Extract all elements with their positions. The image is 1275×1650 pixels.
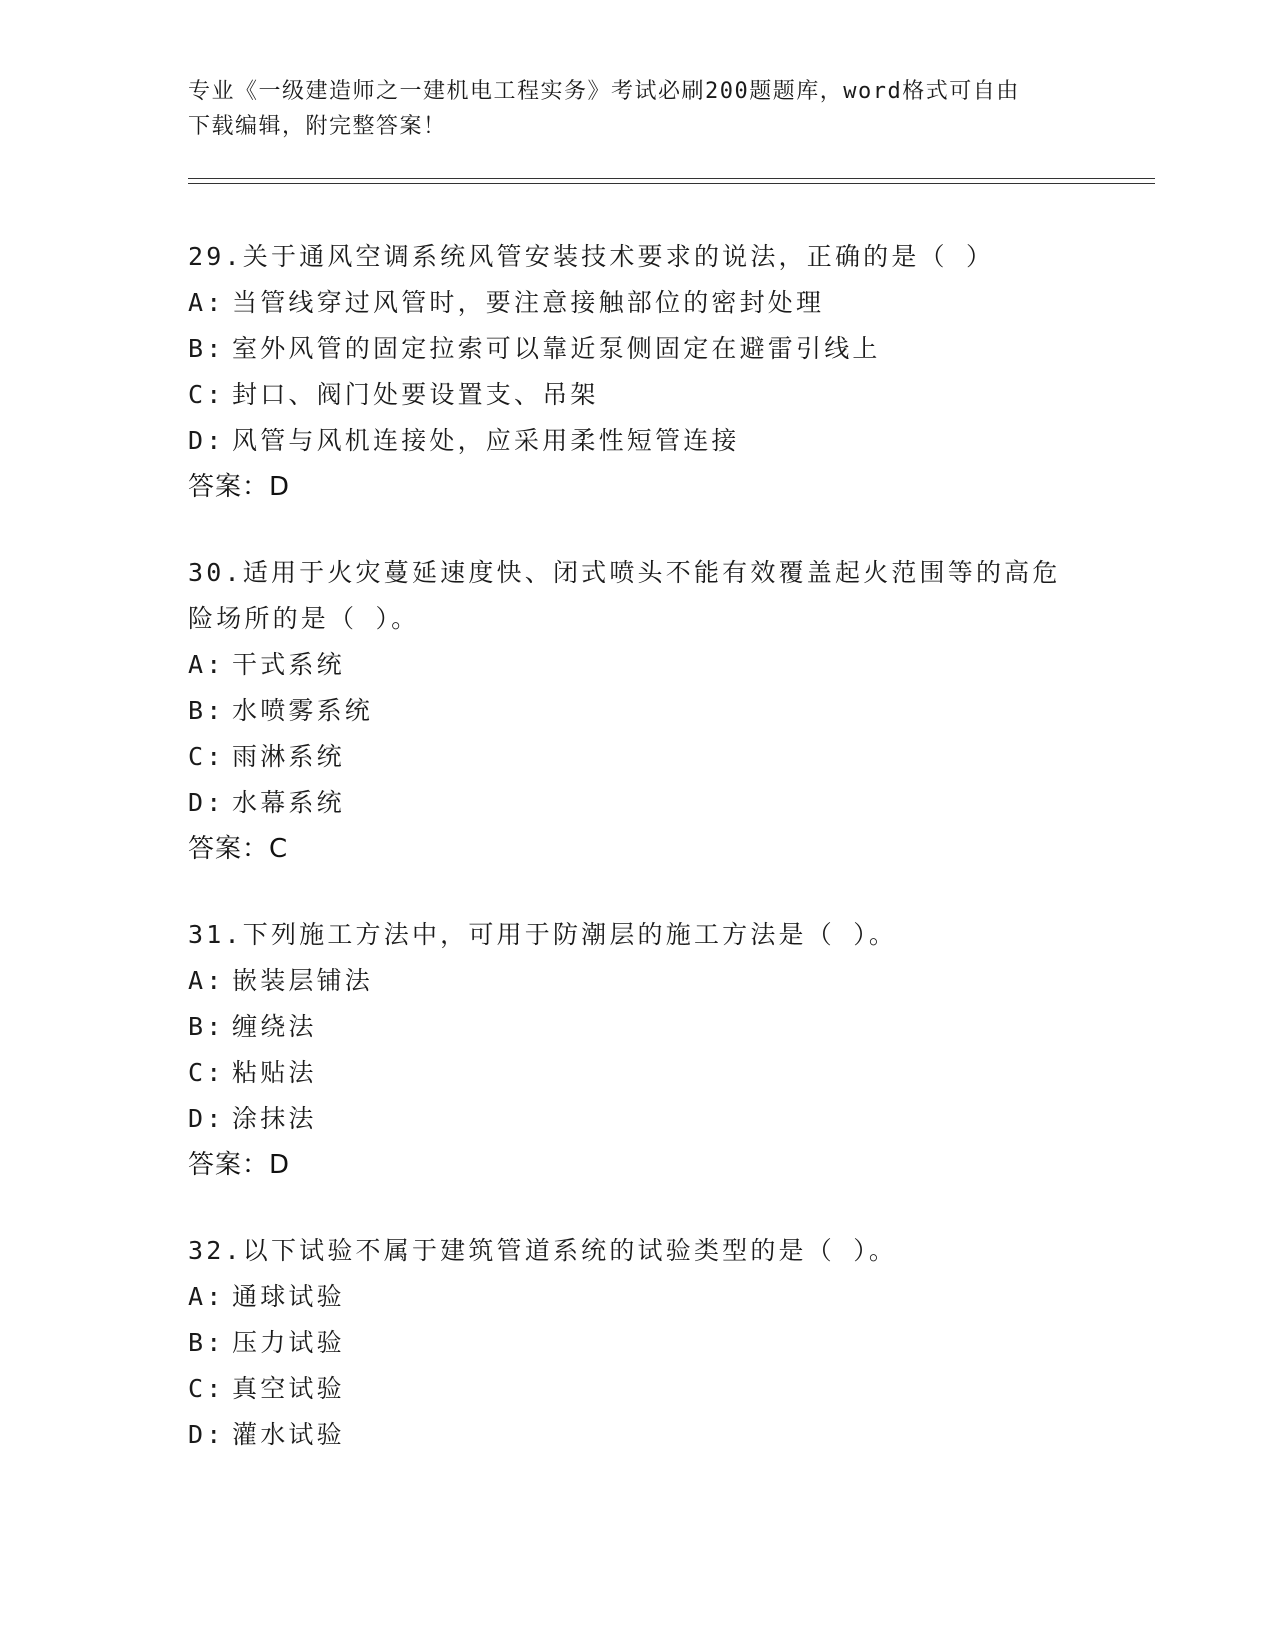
option-text: 封口、阀门处要设置支、吊架 xyxy=(232,380,599,409)
option-c xyxy=(188,372,1088,418)
option-key: A: xyxy=(188,966,225,995)
option-a xyxy=(188,642,1088,688)
option-text: 水喷雾系统 xyxy=(232,696,374,725)
option-text: 风管与风机连接处，应采用柔性短管连接 xyxy=(232,426,740,455)
option-text: 粘贴法 xyxy=(232,1058,317,1087)
option-b xyxy=(188,688,1088,734)
option-text: 压力试验 xyxy=(232,1328,345,1357)
option-key: C: xyxy=(188,380,225,409)
option-text: 雨淋系统 xyxy=(232,742,345,771)
header-line-1: 专业《一级建造师之一建机电工程实务》考试必刷200题题库，word格式可自由 xyxy=(188,79,1020,104)
option-d xyxy=(188,780,1088,826)
option-key: D: xyxy=(188,788,225,817)
option-key: C: xyxy=(188,742,225,771)
option-c xyxy=(188,1366,1088,1412)
question-29 xyxy=(188,234,1088,510)
option-text: 水幕系统 xyxy=(232,788,345,817)
option-b xyxy=(188,1004,1088,1050)
option-b xyxy=(188,326,1088,372)
option-a xyxy=(188,1274,1088,1320)
document-header xyxy=(188,74,1088,144)
header-line-2: 下载编辑，附完整答案！ xyxy=(188,114,447,139)
option-key: D: xyxy=(188,1420,225,1449)
option-text: 涂抹法 xyxy=(232,1104,317,1133)
question-31 xyxy=(188,912,1088,1188)
header-divider-top xyxy=(188,178,1155,179)
answer-line: 答案：C xyxy=(188,834,289,864)
option-key: C: xyxy=(188,1058,225,1087)
option-c xyxy=(188,734,1088,780)
answer-line: 答案：D xyxy=(188,472,291,502)
option-b xyxy=(188,1320,1088,1366)
question-stem: 32.以下试验不属于建筑管道系统的试验类型的是（ ）。 xyxy=(188,1236,898,1265)
option-key: D: xyxy=(188,426,225,455)
option-key: A: xyxy=(188,288,225,317)
question-32 xyxy=(188,1228,1088,1458)
option-key: B: xyxy=(188,696,225,725)
option-c xyxy=(188,1050,1088,1096)
option-d xyxy=(188,1096,1088,1142)
option-text: 通球试验 xyxy=(232,1282,345,1311)
question-list xyxy=(188,234,1088,1498)
option-text: 缠绕法 xyxy=(232,1012,317,1041)
option-d xyxy=(188,1412,1088,1458)
option-key: C: xyxy=(188,1374,225,1403)
answer-line: 答案：D xyxy=(188,1150,291,1180)
option-key: B: xyxy=(188,334,225,363)
option-a xyxy=(188,958,1088,1004)
option-d xyxy=(188,418,1088,464)
question-stem: 31.下列施工方法中，可用于防潮层的施工方法是（ ）。 xyxy=(188,920,898,949)
option-text: 真空试验 xyxy=(232,1374,345,1403)
question-stem: 29.关于通风空调系统风管安装技术要求的说法，正确的是（ ） xyxy=(188,242,995,271)
option-key: A: xyxy=(188,650,225,679)
question-stem: 30.适用于火灾蔓延速度快、闭式喷头不能有效覆盖起火范围等的高危险场所的是（ ）。 xyxy=(188,558,1061,633)
option-text: 灌水试验 xyxy=(232,1420,345,1449)
option-key: D: xyxy=(188,1104,225,1133)
option-text: 室外风管的固定拉索可以靠近泵侧固定在避雷引线上 xyxy=(232,334,881,363)
option-text: 嵌装层铺法 xyxy=(232,966,374,995)
option-key: B: xyxy=(188,1012,225,1041)
question-30 xyxy=(188,550,1088,872)
header-divider-bottom xyxy=(188,183,1155,184)
option-key: B: xyxy=(188,1328,225,1357)
option-text: 当管线穿过风管时，要注意接触部位的密封处理 xyxy=(232,288,825,317)
option-a xyxy=(188,280,1088,326)
option-key: A: xyxy=(188,1282,225,1311)
option-text: 干式系统 xyxy=(232,650,345,679)
